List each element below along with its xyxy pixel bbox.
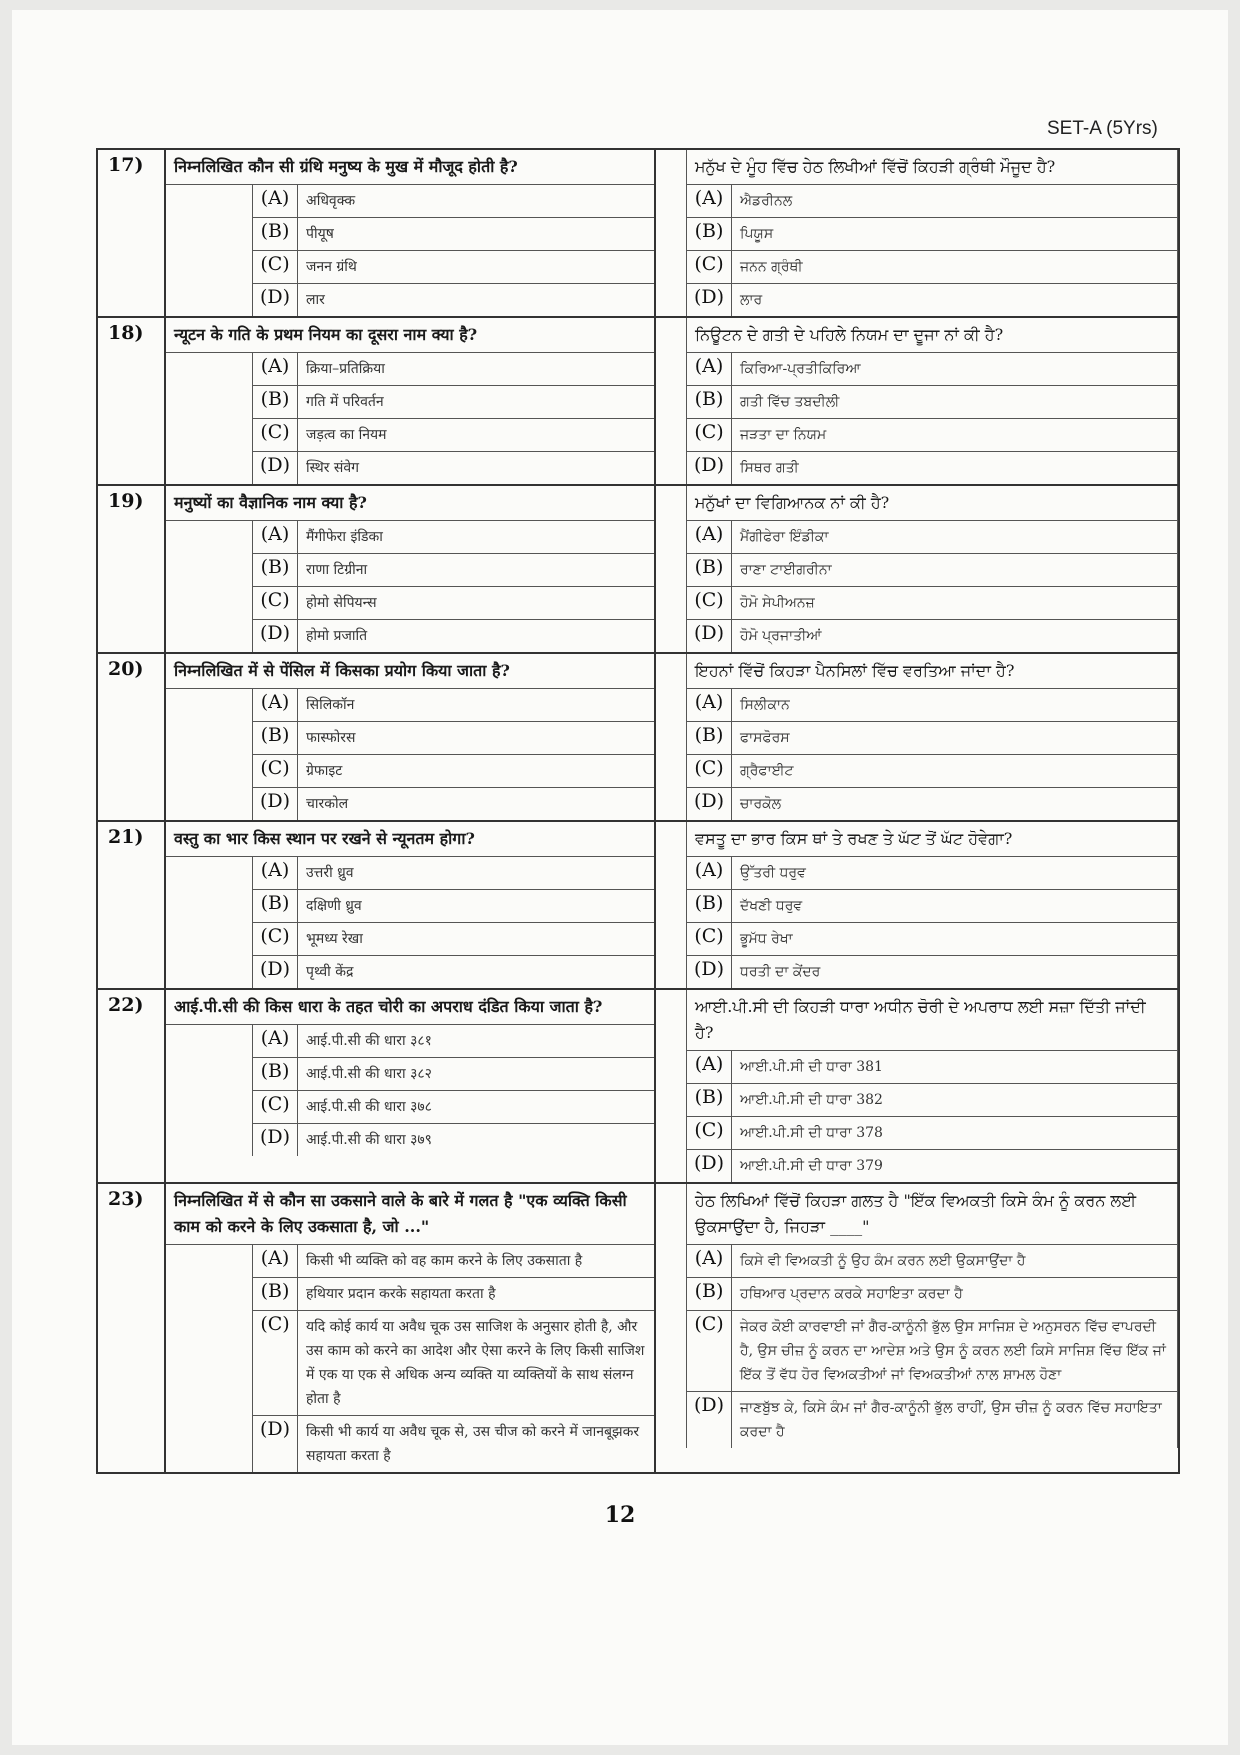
option-text: ਆਈ.ਪੀ.ਸੀ ਦੀ ਧਾਰਾ 378 — [740, 1125, 883, 1141]
hindi-option — [252, 722, 654, 755]
hindi-question-text: न्यूटन के गति के प्रथम नियम का दूसरा नाम क्या है? — [166, 318, 654, 353]
option-text: आई.पी.सी की धारा ३८१ — [306, 1033, 432, 1049]
hindi-option — [252, 620, 654, 652]
hindi-question-text: मनुष्यों का वैज्ञानिक नाम क्या है? — [166, 486, 654, 521]
option-label: (A) — [253, 521, 298, 553]
punjabi-option — [687, 1084, 1177, 1117]
punjabi-block — [686, 486, 1178, 652]
option-text: भूमध्य रेखा — [306, 931, 363, 947]
option-label: (A) — [253, 1245, 298, 1277]
option-text: आई.पी.सी की धारा ३७९ — [306, 1132, 432, 1148]
hindi-option — [252, 185, 654, 218]
option-label: (C) — [253, 755, 298, 787]
punjabi-option — [687, 218, 1177, 251]
hindi-column — [166, 318, 656, 484]
option-text: ਸਿਲੀਕਾਨ — [740, 697, 790, 713]
punjabi-question-text: ਮਨੁੱਖ ਦੇ ਮੂੰਹ ਵਿੱਚ ਹੇਠ ਲਿਖੀਆਂ ਵਿੱਚੋਂ ਕਿਹੜੀ ਗ੍ਰੰਥੀ ਮੌਜੂਦ ਹੈ? — [687, 150, 1177, 185]
hindi-option — [252, 890, 654, 923]
punjabi-option — [687, 890, 1177, 923]
option-text: ਫਾਸਫੋਰਸ — [740, 730, 790, 746]
option-text: जड़त्व का नियम — [306, 427, 387, 443]
punjabi-option — [687, 185, 1177, 218]
hindi-column — [166, 1184, 656, 1472]
option-text: ਹਥਿਆਰ ਪ੍ਰਦਾਨ ਕਰਕੇ ਸਹਾਇਤਾ ਕਰਦਾ ਹੈ — [740, 1286, 963, 1302]
option-label: (D) — [687, 284, 732, 316]
punjabi-column — [656, 990, 1178, 1182]
option-label: (B) — [687, 554, 732, 586]
punjabi-question-text: ਇਹਨਾਂ ਵਿੱਚੋਂ ਕਿਹੜਾ ਪੈਨਸਿਲਾਂ ਵਿੱਚ ਵਰਤਿਆ ਜਾਂਦਾ ਹੈ? — [687, 654, 1177, 689]
punjabi-block — [686, 1184, 1178, 1448]
punjabi-option — [687, 755, 1177, 788]
hindi-column — [166, 150, 656, 316]
punjabi-option — [687, 1150, 1177, 1182]
option-label: (B) — [253, 554, 298, 586]
option-label: (A) — [253, 185, 298, 217]
option-label: (C) — [253, 923, 298, 955]
hindi-column — [166, 486, 656, 652]
option-label: (A) — [687, 1245, 732, 1277]
punjabi-block — [686, 318, 1178, 484]
hindi-option — [252, 218, 654, 251]
punjabi-option — [687, 1278, 1177, 1311]
option-text: यदि कोई कार्य या अवैध चूक उस साजिश के अनुसार होती है, और उस काम को करने का आदेश और ऐसा करने के लिए किसी साजिश में एक या एक से अधिक अन्य व्यक्ति या व्यक्तियों के साथ संलग्न होता है — [306, 1319, 645, 1407]
option-text: क्रिया–प्रतिक्रिया — [306, 361, 385, 377]
punjabi-option — [687, 587, 1177, 620]
option-text: ग्रेफाइट — [306, 763, 343, 779]
option-label: (B) — [687, 386, 732, 418]
option-text: आई.पी.सी की धारा ३८२ — [306, 1066, 432, 1082]
option-label: (B) — [687, 1084, 732, 1116]
option-label: (A) — [687, 1051, 732, 1083]
option-text: ਹੋਮੋ ਸੇਪੀਅਨਜ਼ — [740, 595, 815, 611]
option-text: ਜਨਨ ਗ੍ਰੰਥੀ — [740, 259, 803, 275]
hindi-option — [252, 1245, 654, 1278]
option-label: (C) — [687, 251, 732, 283]
hindi-option — [252, 386, 654, 419]
option-text: ਧਰਤੀ ਦਾ ਕੇਂਦਰ — [740, 964, 821, 980]
option-label: (C) — [687, 419, 732, 451]
option-text: ਜੇਕਰ ਕੋਈ ਕਾਰਵਾਈ ਜਾਂ ਗੈਰ-ਕਾਨੂੰਨੀ ਭੁੱਲ ਉਸ ਸਾਜਿਸ਼ ਦੇ ਅਨੁਸਰਨ ਵਿੱਚ ਵਾਪਰਦੀ ਹੈ, ਉਸ ਚੀਜ਼ ਨੂੰ ਕਰਨ ਦਾ ਆਦੇਸ਼ ਅਤੇ ਉਸ ਨੂੰ ਕਰਨ ਲਈ ਕਿਸੇ ਸਾਜਿਸ਼ ਵਿੱਚ ਇੱਕ ਜਾਂ ਇੱਕ ਤੋਂ ਵੱਧ ਹੋਰ ਵਿਅਕਤੀਆਂ ਜਾਂ ਵਿਅਕਤੀਆਂ ਨਾਲ ਸ਼ਾਮਲ ਹੋਣਾ — [740, 1319, 1166, 1383]
punjabi-block — [686, 822, 1178, 988]
option-label: (A) — [253, 1025, 298, 1057]
punjabi-option — [687, 386, 1177, 419]
hindi-question-text: निम्नलिखित कौन सी ग्रंथि मनुष्य के मुख में मौजूद होती है? — [166, 150, 654, 185]
question-number: 18) — [98, 318, 166, 484]
hindi-option — [252, 587, 654, 620]
question-row — [98, 484, 1178, 652]
option-text: किसी भी व्यक्ति को वह काम करने के लिए उकसाता है — [306, 1253, 583, 1269]
punjabi-question-text: ਵਸਤੂ ਦਾ ਭਾਰ ਕਿਸ ਥਾਂ ਤੇ ਰਖਣ ਤੇ ਘੱਟ ਤੋਂ ਘੱਟ ਹੋਵੇਗਾ? — [687, 822, 1177, 857]
option-label: (C) — [253, 251, 298, 283]
question-table — [96, 148, 1180, 1474]
punjabi-option — [687, 1392, 1177, 1448]
question-row — [98, 988, 1178, 1182]
option-label: (A) — [687, 353, 732, 385]
option-text: किसी भी कार्य या अवैध चूक से, उस चीज को करने में जानबूझकर सहायता करता है — [306, 1424, 640, 1464]
hindi-block — [166, 990, 654, 1156]
question-number: 23) — [98, 1184, 166, 1472]
punjabi-block — [686, 150, 1178, 316]
hindi-option — [252, 788, 654, 820]
punjabi-column — [656, 150, 1178, 316]
punjabi-option — [687, 1311, 1177, 1392]
hindi-block — [166, 822, 654, 988]
option-text: फास्फोरस — [306, 730, 356, 746]
option-label: (C) — [687, 1117, 732, 1149]
option-text: हथियार प्रदान करके सहायता करता है — [306, 1286, 496, 1302]
option-text: आई.पी.सी की धारा ३७८ — [306, 1099, 432, 1115]
option-text: दक्षिणी ध्रुव — [306, 898, 362, 914]
punjabi-option — [687, 554, 1177, 587]
option-text: मैंगीफेरा इंडिका — [306, 529, 383, 545]
hindi-option — [252, 755, 654, 788]
punjabi-option — [687, 857, 1177, 890]
option-label: (B) — [687, 218, 732, 250]
punjabi-block — [686, 654, 1178, 820]
option-label: (A) — [687, 185, 732, 217]
option-label: (D) — [687, 1392, 732, 1448]
hindi-option — [252, 923, 654, 956]
hindi-question-text: निम्नलिखित में से कौन सा उकसाने वाले के बारे में गलत है "एक व्यक्ति किसी काम को करने के लिए उकसाता है, जो ..." — [166, 1184, 654, 1245]
hindi-option — [252, 419, 654, 452]
option-text: ਪਿਯੂਸ — [740, 226, 774, 242]
question-number: 19) — [98, 486, 166, 652]
question-row — [98, 1182, 1178, 1472]
punjabi-column — [656, 1184, 1178, 1472]
option-label: (B) — [253, 722, 298, 754]
option-label: (A) — [687, 521, 732, 553]
punjabi-question-text: ਨਿਊਟਨ ਦੇ ਗਤੀ ਦੇ ਪਹਿਲੇ ਨਿਯਮ ਦਾ ਦੂਜਾ ਨਾਂ ਕੀ ਹੈ? — [687, 318, 1177, 353]
question-row — [98, 652, 1178, 820]
option-text: ਆਈ.ਪੀ.ਸੀ ਦੀ ਧਾਰਾ 379 — [740, 1158, 883, 1174]
option-label: (D) — [687, 788, 732, 820]
option-text: जनन ग्रंथि — [306, 259, 357, 275]
option-label: (C) — [253, 587, 298, 619]
question-row — [98, 820, 1178, 988]
punjabi-option — [687, 521, 1177, 554]
hindi-option — [252, 1058, 654, 1091]
option-text: ਦੱਖਣੀ ਧਰੁਵ — [740, 898, 803, 914]
punjabi-column — [656, 486, 1178, 652]
punjabi-option — [687, 689, 1177, 722]
option-text: लार — [306, 292, 325, 308]
hindi-block — [166, 654, 654, 820]
punjabi-column — [656, 822, 1178, 988]
option-text: ਭੂਮੱਧ ਰੇਖਾ — [740, 931, 793, 947]
option-label: (D) — [253, 620, 298, 652]
option-text: होमो प्रजाति — [306, 628, 368, 644]
question-number: 22) — [98, 990, 166, 1182]
option-label: (B) — [687, 722, 732, 754]
punjabi-option — [687, 284, 1177, 316]
option-text: पृथ्वी केंद्र — [306, 964, 354, 980]
option-text: सिलिकॉन — [306, 697, 355, 713]
punjabi-option — [687, 620, 1177, 652]
punjabi-option — [687, 1051, 1177, 1084]
option-label: (D) — [687, 452, 732, 484]
option-label: (B) — [253, 386, 298, 418]
option-text: ਚਾਰਕੋਲ — [740, 796, 782, 812]
option-label: (A) — [253, 689, 298, 721]
option-label: (C) — [253, 419, 298, 451]
hindi-option — [252, 353, 654, 386]
option-label: (A) — [253, 857, 298, 889]
option-label: (D) — [687, 956, 732, 988]
option-text: ਹੋਮੋ ਪ੍ਰਜਾਤੀਆਂ — [740, 628, 822, 644]
set-label: SET-A (5Yrs) — [1047, 118, 1158, 139]
option-text: ਕਿਰਿਆ-ਪ੍ਰਤੀਕਿਰਿਆ — [740, 361, 861, 377]
option-label: (C) — [253, 1091, 298, 1123]
option-text: उत्तरी ध्रुव — [306, 865, 354, 881]
hindi-column — [166, 822, 656, 988]
question-number: 17) — [98, 150, 166, 316]
question-row — [98, 316, 1178, 484]
punjabi-option — [687, 419, 1177, 452]
punjabi-option — [687, 1117, 1177, 1150]
option-label: (C) — [687, 587, 732, 619]
punjabi-option — [687, 956, 1177, 988]
punjabi-option — [687, 788, 1177, 820]
punjabi-question-text: ਮਨੁੱਖਾਂ ਦਾ ਵਿਗਿਆਨਕ ਨਾਂ ਕੀ ਹੈ? — [687, 486, 1177, 521]
option-label: (B) — [687, 890, 732, 922]
option-label: (D) — [253, 1416, 298, 1472]
option-text: ਗ੍ਰੈਫਾਈਟ — [740, 763, 794, 779]
option-label: (C) — [687, 755, 732, 787]
hindi-option — [252, 857, 654, 890]
option-label: (B) — [687, 1278, 732, 1310]
hindi-column — [166, 990, 656, 1182]
option-text: अधिवृक्क — [306, 193, 356, 209]
hindi-option — [252, 554, 654, 587]
question-row — [98, 148, 1178, 316]
option-text: पीयूष — [306, 226, 334, 242]
option-text: गति में परिवर्तन — [306, 394, 384, 410]
punjabi-option — [687, 722, 1177, 755]
option-label: (D) — [253, 284, 298, 316]
option-text: ਐਡਰੀਨਲ — [740, 193, 793, 209]
option-label: (B) — [253, 1278, 298, 1310]
option-text: ਆਈ.ਪੀ.ਸੀ ਦੀ ਧਾਰਾ 381 — [740, 1059, 883, 1075]
option-text: स्थिर संवेग — [306, 460, 360, 476]
punjabi-option — [687, 452, 1177, 484]
hindi-block — [166, 150, 654, 316]
option-label: (D) — [253, 1124, 298, 1156]
question-number: 20) — [98, 654, 166, 820]
punjabi-option — [687, 251, 1177, 284]
option-text: ਕਿਸੇ ਵੀ ਵਿਅਕਤੀ ਨੂੰ ਉਹ ਕੰਮ ਕਰਨ ਲਈ ਉਕਸਾਉਂਦਾ ਹੈ — [740, 1253, 1026, 1269]
hindi-option — [252, 1311, 654, 1416]
option-label: (B) — [253, 1058, 298, 1090]
option-text: ਗਤੀ ਵਿੱਚ ਤਬਦੀਲੀ — [740, 394, 840, 410]
hindi-option — [252, 452, 654, 484]
punjabi-block — [686, 990, 1178, 1182]
hindi-option — [252, 284, 654, 316]
hindi-option — [252, 251, 654, 284]
option-text: ਸਿਥਰ ਗਤੀ — [740, 460, 799, 476]
hindi-option — [252, 1091, 654, 1124]
option-text: राणा टिग्रीना — [306, 562, 368, 578]
hindi-option — [252, 689, 654, 722]
option-text: ਰਾਣਾ ਟਾਈਗਰੀਨਾ — [740, 562, 832, 578]
hindi-option — [252, 1025, 654, 1058]
hindi-question-text: आई.पी.सी की किस धारा के तहत चोरी का अपराध दंडित किया जाता है? — [166, 990, 654, 1025]
option-label: (D) — [687, 1150, 732, 1182]
option-text: ਆਈ.ਪੀ.ਸੀ ਦੀ ਧਾਰਾ 382 — [740, 1092, 883, 1108]
option-label: (A) — [687, 857, 732, 889]
punjabi-column — [656, 318, 1178, 484]
punjabi-option — [687, 923, 1177, 956]
option-label: (C) — [253, 1311, 298, 1415]
option-text: चारकोल — [306, 796, 349, 812]
option-label: (D) — [253, 452, 298, 484]
page-number: 12 — [604, 1502, 636, 1528]
punjabi-question-text: ਆਈ.ਪੀ.ਸੀ ਦੀ ਕਿਹੜੀ ਧਾਰਾ ਅਧੀਨ ਚੋਰੀ ਦੇ ਅਪਰਾਧ ਲਈ ਸਜ਼ਾ ਦਿੱਤੀ ਜਾਂਦੀ ਹੈ? — [687, 990, 1177, 1051]
option-text: ਜੜਤਾ ਦਾ ਨਿਯਮ — [740, 427, 827, 443]
option-label: (B) — [253, 890, 298, 922]
question-number: 21) — [98, 822, 166, 988]
option-label: (D) — [253, 788, 298, 820]
hindi-option — [252, 1416, 654, 1472]
option-label: (A) — [253, 353, 298, 385]
option-text: होमो सेपियन्स — [306, 595, 377, 611]
hindi-block — [166, 318, 654, 484]
option-label: (B) — [253, 218, 298, 250]
hindi-option — [252, 956, 654, 988]
punjabi-column — [656, 654, 1178, 820]
option-label: (C) — [687, 923, 732, 955]
option-label: (D) — [687, 620, 732, 652]
option-label: (A) — [687, 689, 732, 721]
punjabi-option — [687, 1245, 1177, 1278]
hindi-option — [252, 1124, 654, 1156]
option-label: (C) — [687, 1311, 732, 1391]
option-text: ਮੈਂਗੀਫੇਰਾ ਇੰਡੀਕਾ — [740, 529, 829, 545]
hindi-column — [166, 654, 656, 820]
hindi-block — [166, 486, 654, 652]
option-text: ਉੱਤਰੀ ਧਰੁਵ — [740, 865, 806, 881]
hindi-block — [166, 1184, 654, 1472]
option-text: ਲਾਰ — [740, 292, 763, 308]
option-text: ਜਾਣਬੁੱਝ ਕੇ, ਕਿਸੇ ਕੰਮ ਜਾਂ ਗੈਰ-ਕਾਨੂੰਨੀ ਭੁੱਲ ਰਾਹੀਂ, ਉਸ ਚੀਜ਼ ਨੂੰ ਕਰਨ ਵਿੱਚ ਸਹਾਇਤਾ ਕਰਦਾ ਹੈ — [740, 1400, 1162, 1440]
hindi-option — [252, 1278, 654, 1311]
hindi-question-text: वस्तु का भार किस स्थान पर रखने से न्यूनतम होगा? — [166, 822, 654, 857]
punjabi-option — [687, 353, 1177, 386]
hindi-question-text: निम्नलिखित में से पेंसिल में किसका प्रयोग किया जाता है? — [166, 654, 654, 689]
option-label: (D) — [253, 956, 298, 988]
hindi-option — [252, 521, 654, 554]
punjabi-question-text: ਹੇਠ ਲਿਖਿਆਂ ਵਿੱਚੋਂ ਕਿਹੜਾ ਗਲਤ ਹੈ "ਇੱਕ ਵਿਅਕਤੀ ਕਿਸੇ ਕੰਮ ਨੂੰ ਕਰਨ ਲਈ ਉਕਸਾਉਂਦਾ ਹੈ, ਜਿਹੜਾ ____" — [687, 1184, 1177, 1245]
